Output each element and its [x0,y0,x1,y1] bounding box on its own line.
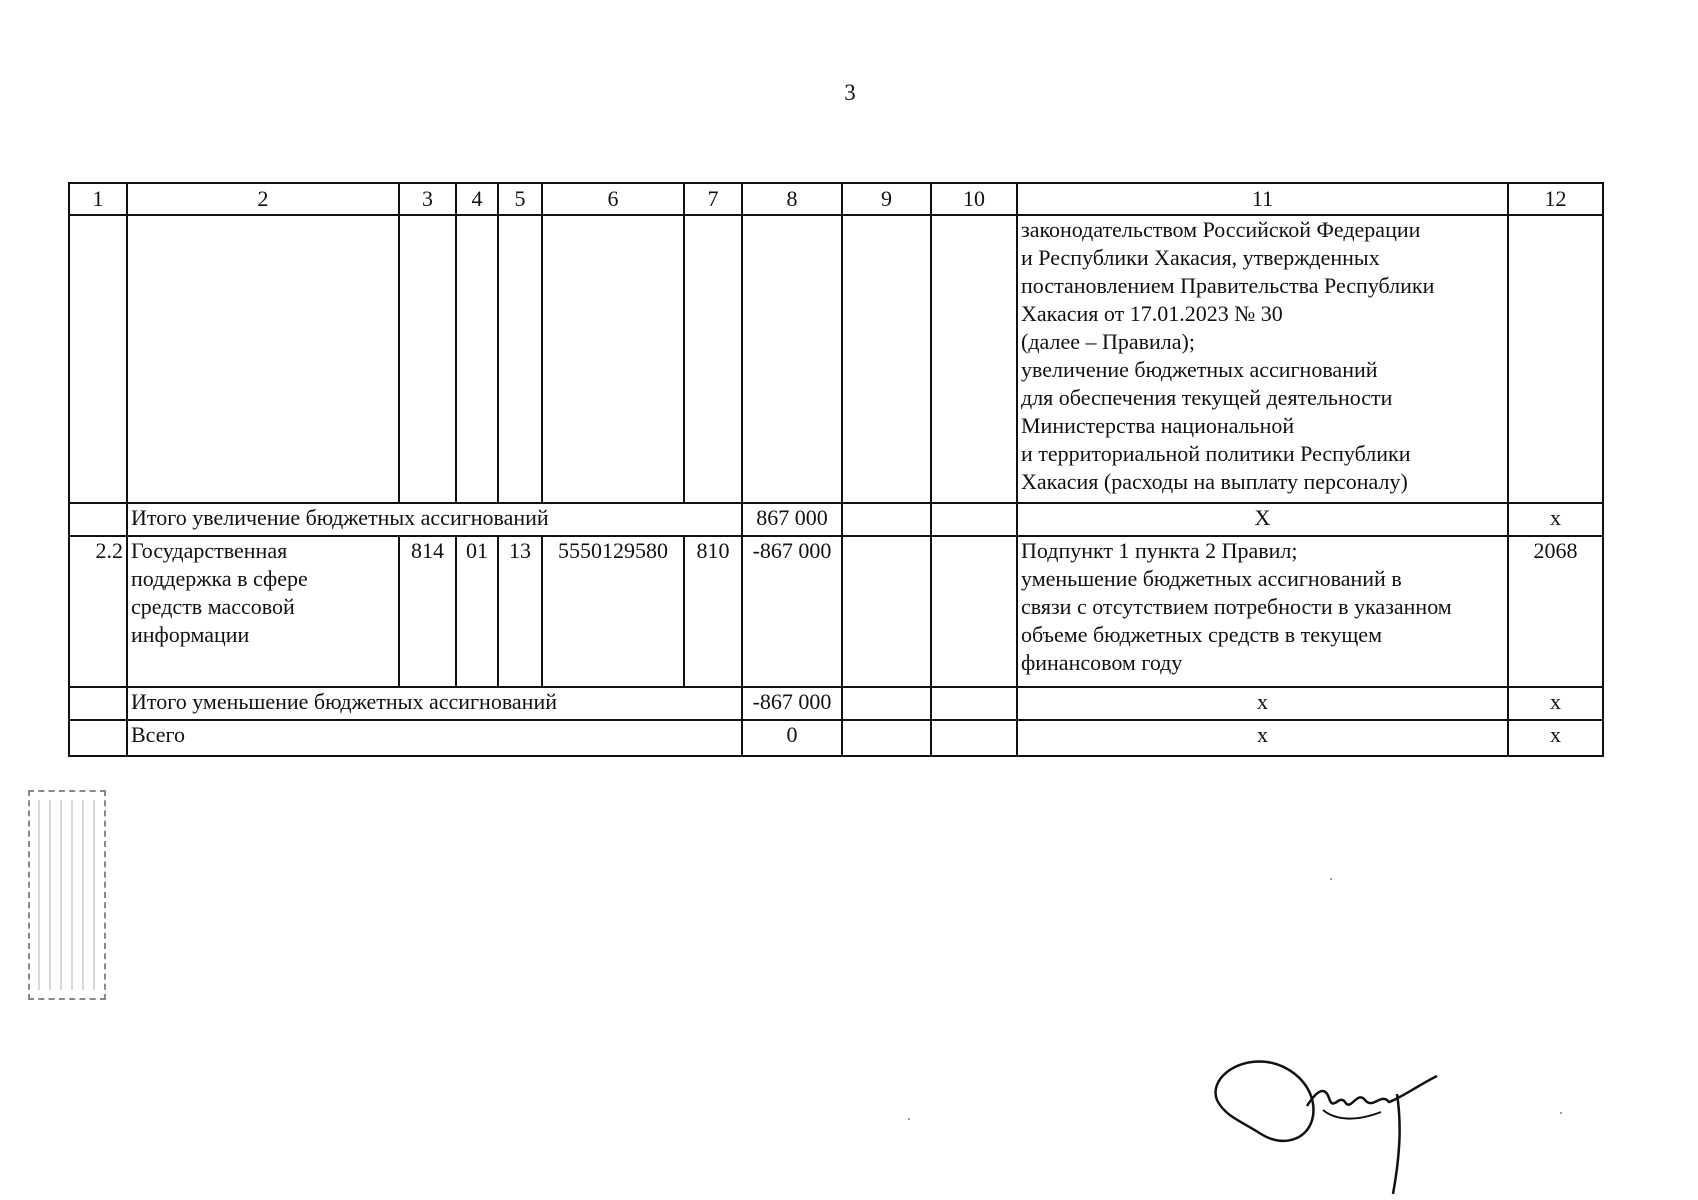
header-cell: 8 [742,183,842,215]
row-col3: 814 [399,536,456,687]
total-decrease-amount: -867 000 [742,687,842,720]
total-decrease-col12: x [1508,687,1603,720]
table-header-row [69,183,1603,215]
table-row-total-decrease [69,687,1603,720]
header-cell: 12 [1508,183,1603,215]
row-col6: 5550129580 [542,536,684,687]
continuation-basis-text: законодательством Российской Федерации и Республики Хакасия, утвержденных постановлением Правительства Республики Хакасия от 17.01.2023 № 30 (далее – Правила); увеличение бюджетных ассигнований для обеспечения текущей деятельности Министерства национальной и территориальной политики Республики Хакасия (расходы на выплату персоналу) [1017,215,1508,503]
table-row-grand-total [69,720,1603,756]
total-increase-col12: x [1508,503,1603,536]
row-basis: Подпункт 1 пункта 2 Правил; уменьшение бюджетных ассигнований в связи с отсутствием потребности в указанном объеме бюджетных средств в текущем финансовом году [1017,536,1508,687]
total-decrease-col11: x [1017,687,1508,720]
row-col4: 01 [456,536,498,687]
budget-allocation-table [68,182,1604,757]
header-cell: 9 [842,183,931,215]
table-row-2-2 [69,536,1603,687]
total-increase-amount: 867 000 [742,503,842,536]
grand-total-col11: x [1017,720,1508,756]
handwritten-signature [1205,1050,1445,1200]
grand-total-label: Всего [127,720,742,756]
header-cell: 10 [931,183,1017,215]
row-amount: -867 000 [742,536,842,687]
table-row-continuation [69,215,1603,503]
total-increase-label: Итого увеличение бюджетных ассигнований [127,503,742,536]
faded-stamp [28,790,106,1000]
row-number: 2.2 [69,536,127,687]
header-cell: 6 [542,183,684,215]
scan-speck [1330,878,1332,880]
total-increase-col11: X [1017,503,1508,536]
header-cell: 3 [399,183,456,215]
scan-speck [1560,1112,1562,1114]
row-col7: 810 [684,536,742,687]
grand-total-amount: 0 [742,720,842,756]
page-number: 3 [844,80,856,105]
header-cell: 5 [498,183,542,215]
row-name: Государственная поддержка в сфере средств массовой информации [127,536,399,687]
grand-total-col12: x [1508,720,1603,756]
header-cell: 4 [456,183,498,215]
header-cell: 2 [127,183,399,215]
table-row-total-increase [69,503,1603,536]
row-col5: 13 [498,536,542,687]
header-cell: 11 [1017,183,1508,215]
header-cell: 1 [69,183,127,215]
row-col12: 2068 [1508,536,1603,687]
scan-speck [908,1118,910,1120]
stamp-text-lines [38,800,96,990]
total-decrease-label: Итого уменьшение бюджетных ассигнований [127,687,742,720]
header-cell: 7 [684,183,742,215]
